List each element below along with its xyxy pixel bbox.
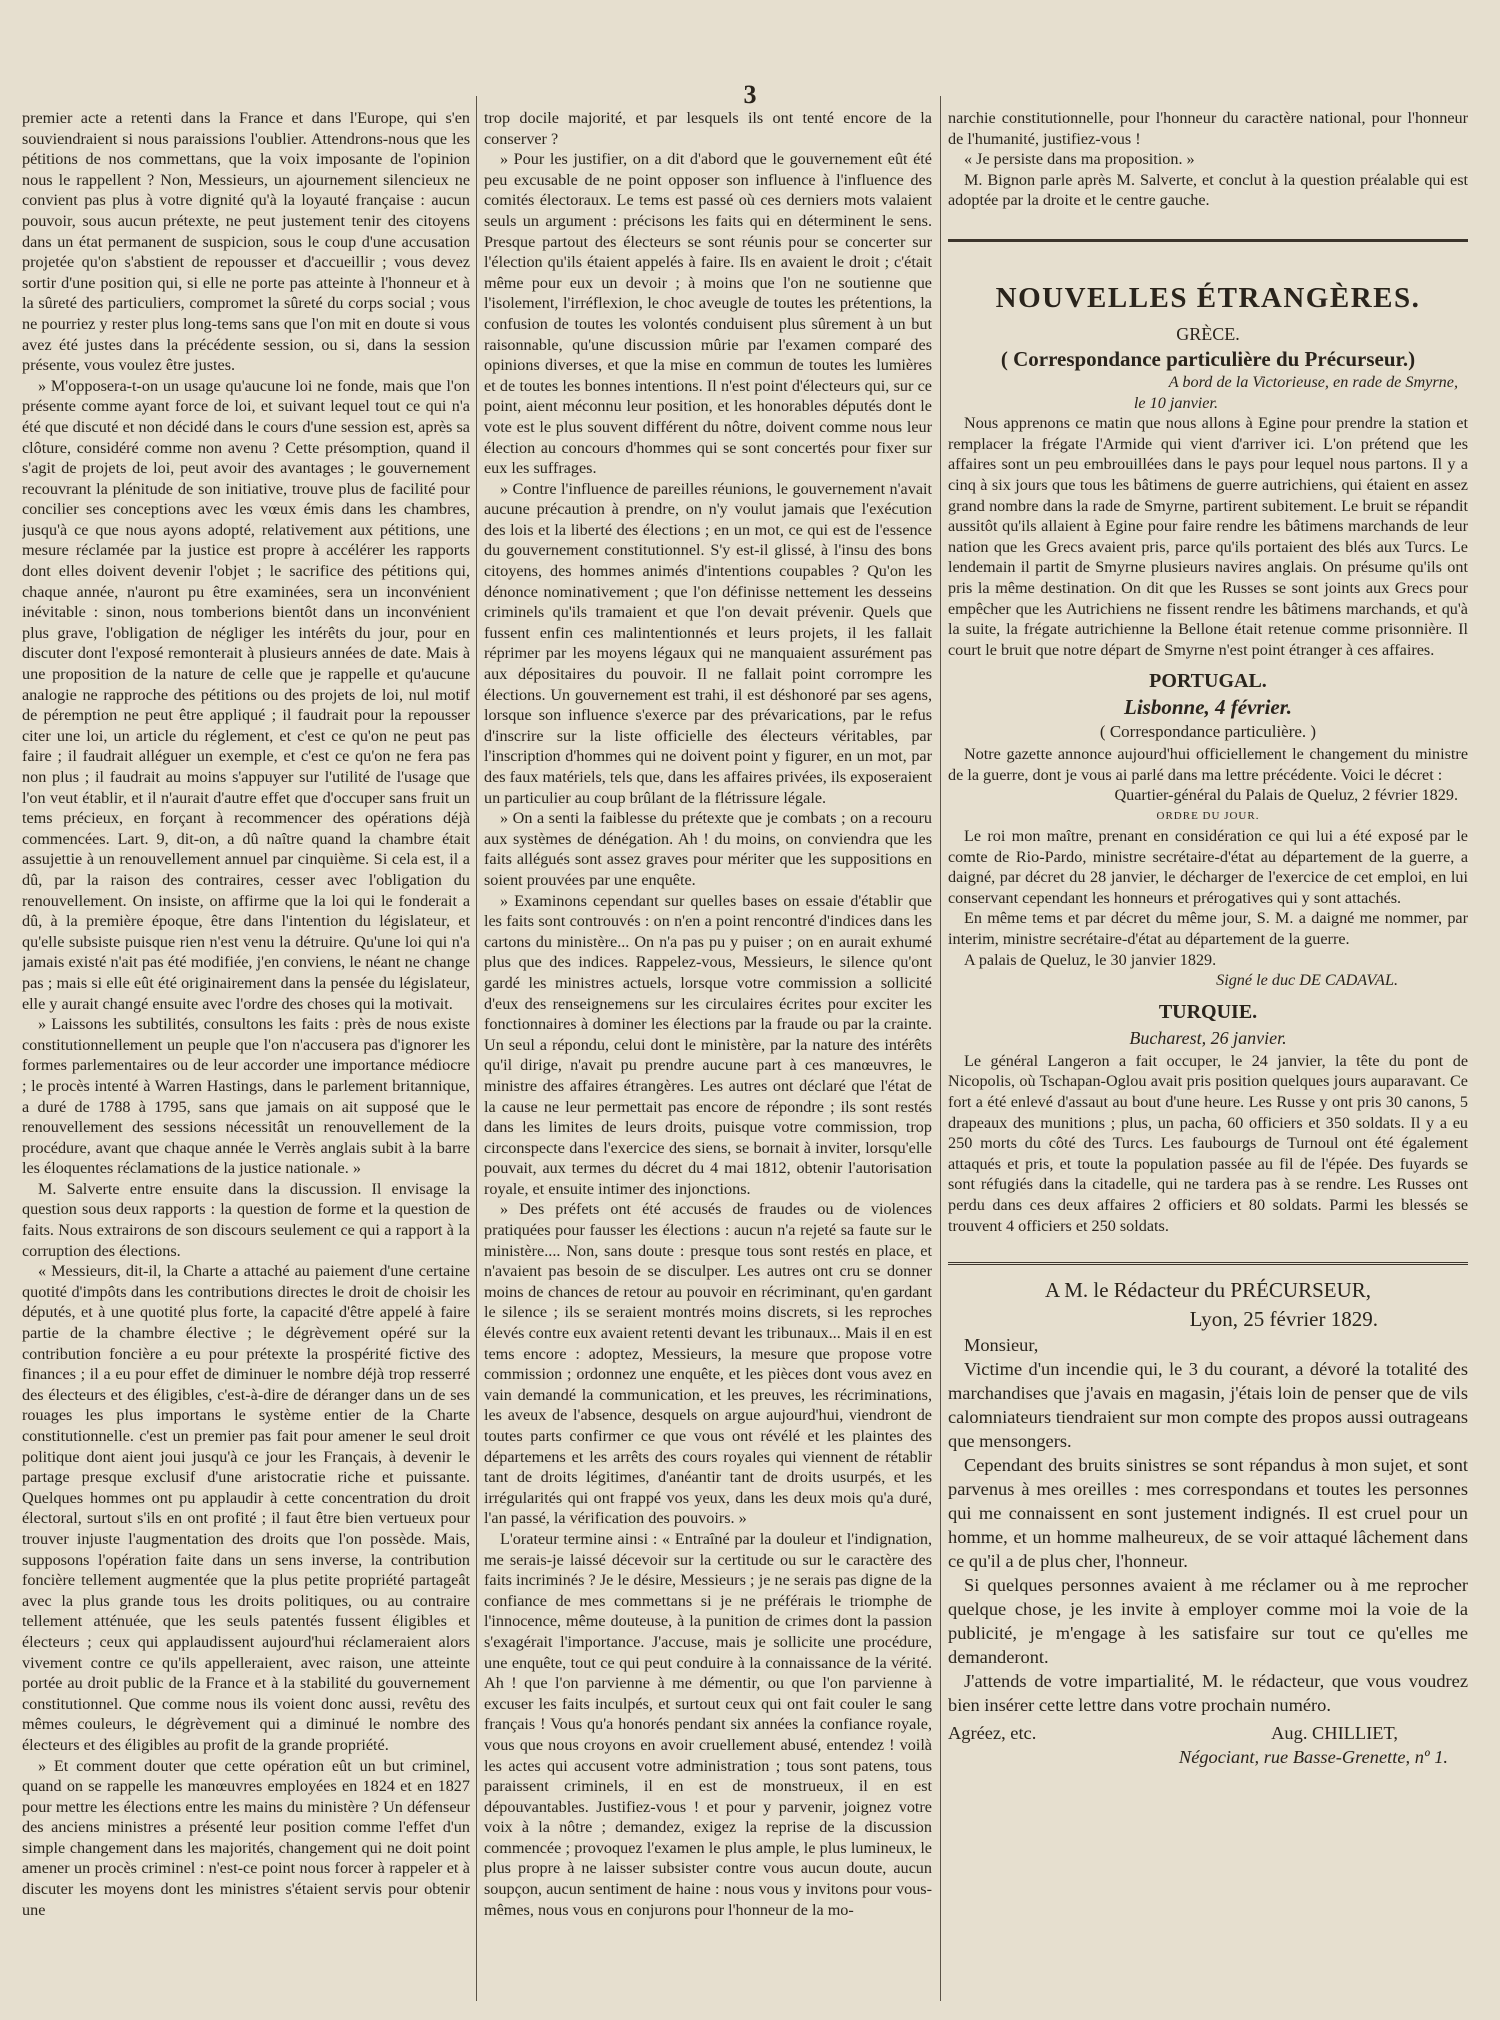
letter-paragraph: Cependant des bruits sinistres se sont répandus à mon sujet, et sont parvenus à mes oreilles : mes correspondans et toutes les personnes qui me connaissent en sont justement indignés. Il est cruel pour un homme, et un homme malheureux, de se voir attaqué lâchement dans ce qu'il a de plus cher, l'honneur. <box>948 1455 1468 1572</box>
section-divider <box>948 239 1468 242</box>
letter-title: A M. le Rédacteur du PRÉCURSEUR, <box>1044 1278 1372 1303</box>
paragraph: » Laissons les subtilités, consultons les faits : près de nous existe constitutionnellement un peuple que l'on n'accusera pas d'ignorer les formes parlementaires ou de leur accorder une importance médiocre ; le procès intenté à Warren Hastings, dans le parlement britannique, a duré de 1788 à 1795, sans que jamais on ait supposé que le renouvellement des sessions nécessitât un renouvellement de la procédure, avant que chaque année le Verrès anglais subit à la barre les éloquentes réclamations de la justice nationale. » <box>22 1015 470 1178</box>
column-rule <box>476 96 477 2001</box>
paragraph: » On a senti la faiblesse du prétexte que je combats ; on a recouru aux systèmes de dénégation. Ah ! du moins, on conviendra que les faits allégués sont assez graves pour mériter que les suppositions en soient prouvées par une enquête. <box>484 809 932 889</box>
section-title: NOUVELLES ÉTRANGÈRES. <box>995 281 1421 314</box>
letter-paragraph: Victime d'un incendie qui, le 3 du courant, a dévoré la totalité des marchandises que j'avais en magasin, j'étais loin de penser que de vils calomniateurs tiendraient sur mon compte des propos aussi outrageans que mensongers. <box>948 1359 1468 1452</box>
paragraph: M. Bignon parle après M. Salverte, et conclut à la question préalable qui est adoptée par la droite et le centre gauche. <box>948 170 1468 210</box>
paragraph: trop docile majorité, et par lesquels ils ont tenté encore de la conserver ? <box>484 109 932 148</box>
column-1 <box>22 108 470 2008</box>
country-heading-grece: GRÈCE. <box>1176 323 1240 344</box>
paragraph: L'orateur termine ainsi : « Entraîné par la douleur et l'indignation, me serais-je laissé décevoir sur la certitude ou sur le caractère des faits incriminés ? Je le désire, Messieurs ; je ne serais pas digne de la confiance de mes commettans si je ne préférais le triomphe de l'innocence, même douteuse, à la punition de crimes dont la passion s'exagérait l'importance. J'accuse, mais je sollicite une procédure, une enquête, tout ce qui peut conduire à la connaissance de la vérité. Ah ! que l'on parvienne à me démentir, ou que l'on parvienne à excuser les faits inculpés, et surtout ceux qui ont fait couler le sang français ! Vous qu'a honorés pendant six années la confiance royale, vous que nous croyons en avoir cruellement abusé, entendez ! voilà les actes qui accusent votre administration ; tous sont patens, tous paraissent criminels, il en est de monstrueux, il en est dépouvantables. Justifiez-vous ! et pour y parvenir, joignez votre voix à la nôtre ; demandez, exigez la reprise de la discussion commencée ; provoquez l'examen le plus ample, le plus lumineux, le plus propre à ne laisser subsister contre vous aucun doute, aucun soupçon, aucun sentiment de haine : nous vous y invitons pour vous-mêmes, nous vous en conjurons pour l'honneur de la mo- <box>484 1529 932 1919</box>
signature: Signé le duc DE CADAVAL. <box>1216 971 1398 990</box>
paragraph: » Et comment douter que cette opération eût un but criminel, quand on se rappelle les manœuvres employées en 1824 et en 1827 pour mettre les élections entre les mains du ministère ? Un défenseur des anciens ministres a présenté leur position comme l'effet d'un simple changement dans les majorités, changement qui ne doit point amener un procès criminel : n'est-ce point nous forcer à rappeler et à discuter les moyens dont les ministres s'étaient servis pour obtenir une <box>22 1756 470 1919</box>
article-text: Notre gazette annonce aujourd'hui officiellement le changement du ministre de la guerre, dont je vous ai parlé dans ma lettre précédente. Voici le décret : <box>948 745 1468 784</box>
paragraph: « Je persiste dans ma proposition. » <box>964 150 1195 169</box>
decree-location: Quartier-général du Palais de Queluz, 2 février 1829. <box>1114 786 1458 805</box>
paragraph: » Contre l'influence de pareilles réunions, le gouvernement n'avait aucune précaution à prendre, on n'y voulut jamais que l'exécution des lois et la liberté des élections ; en un mot, ce qui est de l'essence du gouvernement constitutionnel. S'y est-il glissé, à l'insu des bons citoyens, des hommes animés d'intentions coupables ? Qu'on les dénonce nominativement ; que l'on définisse nettement les desseins criminels qu'ils tramaient et que l'on devait prévenir. Quels que fussent enfin ces malintentionnés et leurs projets, il les fallait réprimer par les moyens légaux qui ne manquaient assurément pas aux dépositaires du pouvoir. Il ne fallait point corrompre les élections. Un gouvernement est trahi, il est déshonoré par ses agens, lorsque son influence s'exerce par des prévarications, par le refus d'inscrire sur la liste officielle des électeurs véritables, par l'inscription d'hommes qui ne doivent point y figurer, en un mot, par des faux matériels, tels que, dans les affaires privées, ils exposeraient un particulier au coup brûlant de la flétrissure légale. <box>484 479 932 807</box>
article-text: Le roi mon maître, prenant en considération ce qui lui a été exposé par le comte de Rio-Pardo, ministre secrétaire-d'état au département de la guerre, a daigné, par décret du 28 janvier, le décharger de l'exercice de cet emploi, en lui conservant cependant les honneurs et prérogatives qui y sont attachés. <box>948 827 1468 907</box>
article-text: Le général Langeron a fait occuper, le 24 janvier, la tête du pont de Nicopolis, où Tschapan-Oglou avait pris position quelques jours auparavant. Ce fort a été enlevé d'assaut au bout d'une heure. Les Russe y ont pris 30 canons, 5 drapeaux des munitions ; plus, un pacha, 60 officiers et 350 soldats. Il y a eu 250 morts du côté des Turcs. Les faubourgs de Turnoul ont été également attaqués et pris, et toute la population passée au fil de l'épée. Des fuyards se sont réfugiés dans la citadelle, qui ne tardera pas à se rendre. Les Russes ont perdu dans ces deux affaires 2 officiers et 80 soldats. Parmi les blessés se trouvent 4 officiers et 250 soldats. <box>948 1051 1468 1235</box>
page-number: 3 <box>743 80 757 109</box>
letter-signature: Aug. CHILLIET, <box>1271 1723 1398 1744</box>
letter-paragraph: J'attends de votre impartialité, M. le rédacteur, que vous voudrez bien insérer cette lettre dans votre prochain numéro. <box>948 1671 1468 1716</box>
dateline: le 10 janvier. <box>1133 393 1218 412</box>
letter-paragraph: Si quelques personnes avaient à me réclamer ou à me reprocher quelque chose, je les invite à employer comme moi la voie de la publicité, je m'engage à les satisfaire sur tout ce qu'elles me demanderont. <box>948 1575 1468 1668</box>
paragraph: » Examinons cependant sur quelles bases on essaie d'établir que les faits sont controuvés : on n'en a point rencontré d'indices dans les cartons du ministère... On n'a pas pu y puiser ; on en aurait exhumé plus que des indices. Rappelez-vous, Messieurs, le silence qu'ont gardé les ministres actuels, lorsque votre commission a sollicité d'eux des renseignemens sur les circulaires écrites pour exciter les fonctionnaires à dominer les élections par la fraude ou par la crainte. Un seul a répondu, celui dont le ministère, par la nature des intérêts qu'il dirige, n'avait pu prendre aucune part à ces manœuvres, le ministre des affaires étrangères. Les autres ont déclaré que l'état de la cause ne leur permettait pas encore de répondre ; ils sont restés dans les limites de leurs droits, puisque votre commission, trop circonspecte dans l'exercice des siens, se bornait à inviter, lorsqu'elle pouvait, aux termes du décret du 4 mai 1812, obtenir l'autorisation royale, et ensuite intimer des injonctions. <box>484 891 932 1198</box>
paragraph: « Messieurs, dit-il, la Charte a attaché au paiement d'une certaine quotité d'impôts dans les contributions directes le droit de choisir les députés, et à une quotité plus forte, la capacité d'être appelé à faire partie de la chambre élective ; le dégrèvement opéré sur la contribution foncière a eu pour prétexte la prospérité fictive des finances ; il a eu pour effet de diminuer le nombre déjà trop resserré des électeurs et des éligibles, c'est-à-dire de déranger dans un de ses rouages les plus importans le système entier de la Charte constitutionnelle. c'est un premier pas fait pour amener le seul droit politique dont aient joui jusqu'à ce jour les Français, à devenir le partage presque exclusif d'une aristocratie riche et puissante. Quelques hommes ont pu applaudir à cette concentration du droit électoral, surtout s'ils en ont profité ; il faut être bien vertueux pour trouver injuste l'augmentation des droits que l'on possède. Mais, supposons l'opération faite dans un sens inverse, la contribution foncière tellement augmentée que la plus petite propriété partageât avec la plus grande tous les droits politiques, ou au contraire tellement atténuée, que les seuls patentés fussent éligibles et électeurs ; ceux qui applaudissent aujourd'hui réclameraient alors vivement contre ce qu'ils appelleraient, avec raison, une atteinte portée au droit public de la France et à la stabilité du gouvernement constitutionnel. Que comme nous ils voient donc aussi, revêtu des mêmes couleurs, le dégrèvement qui a diminué le nombre des électeurs et des éligibles au profit de la grande propriété. <box>22 1262 470 1754</box>
letter-address: Négociant, rue Basse-Grenette, nº 1. <box>1178 1747 1448 1768</box>
letter-closing: Agréez, etc. <box>948 1723 1037 1744</box>
country-heading-turquie: TURQUIE. <box>1158 1000 1258 1023</box>
salutation: Monsieur, <box>964 1335 1039 1356</box>
correspondence-subtitle: ( Correspondance particulière du Précurseur.) <box>1000 346 1416 371</box>
paragraph: » Pour les justifier, on a dit d'abord que le gouvernement eût été peu excusable de ne point opposer son influence à l'influence des comités électoraux. Le tems est passé où ces derniers mots valaient seuls un argument : précisons les faits qui en déterminent le sens. Presque partout des électeurs se sont réunis pour se concerter sur l'élection qu'ils étaient appelés à faire. Ils en avaient le droit ; c'était même pour eux un devoir ; à moins que l'on ne soutienne que l'isolement, l'irréflexion, le choc aveugle de toutes les prétentions, la confusion de toutes les volontés conduisent plus sûrement à un but raisonnable, qu'une discussion mûrie par l'examen comparé des opinions diverses, et que la mise en commun de toutes les lumières et de toutes les bonnes intentions. Il n'est point d'électeurs qui, sur ce point, aient méconnu leur position, et les honorables députés dont le vote est le plus souvent différent du nôtre, doivent comme nous leur élection au concours d'hommes qui se sont concertés pour fixer sur eux les suffrages. <box>484 150 932 478</box>
article-text: Nous apprenons ce matin que nous allons à Egine pour prendre la station et remplacer la frégate l'Armide qui vient d'arriver ici. L'on prétend que les affaires sont un peu embrouillées dans le pays pour lequel nous partons. Il y a cinq à six jours que tous les bâtimens de guerre autrichiens, qui étaient en assez grand nombre dans la rade de Smyrne, partirent subitement. Le bruit se répandit aussitôt qu'ils allaient à Egine pour faire rendre les bâtimens marchands de leur nation que les Grecs avaient pris, parce qu'ils portaient des blés aux Turcs. Le lendemain il partit de Smyrne plusieurs navires anglais. On présume qu'ils ont pris la même destination. On dit que les Russes se sont joints aux Grecs pour empêcher que les Autrichiens ne fissent rendre les bâtimens marchands, et qu'à la suite, la frégate autrichienne la Bellone était retenue comme prisonnière. Il court le bruit que notre départ de Smyrne n'est point étranger à ces affaires. <box>948 414 1468 659</box>
column-2 <box>484 108 932 2008</box>
paragraph: M. Salverte entre ensuite dans la discussion. Il envisage la question sous deux rapports : la question de forme et la question de faits. Nous extrairons de son discours seulement ce qui a rapport à la corruption des élections. <box>22 1179 470 1260</box>
country-heading-portugal: PORTUGAL. <box>1149 670 1267 693</box>
column-rule <box>940 96 941 2001</box>
paragraph: narchie constitutionnelle, pour l'honneur du caractère national, pour l'honneur de l'humanité, justifiez-vous ! <box>948 109 1468 148</box>
article-text: En même tems et par décret du même jour, S. M. a daigné me nommer, par interim, ministre secrétaire-d'état au département de la guerre. <box>948 909 1468 949</box>
ordre-du-jour: ORDRE DU JOUR. <box>1156 810 1260 823</box>
paragraph: » M'opposera-t-on un usage qu'aucune loi ne fonde, mais que l'on présente comme ayant force de loi, et suivant lequel tout ce qui n'a été que discuté et non décidé dans le cours d'une session est, après sa clôture, considéré comme non avenu ? Cette présomption, quand il s'agit de projets de loi, peut avoir des avantages ; le gouvernement recouvrant la plénitude de son initiative, trouve plus de facilité pour concilier ses conceptions avec les vœux émis dans les chambres, jusqu'à ce que nous ayons adopté, relativement aux pétitions, une mesure réclamée par la justice est propre à accélérer les rapports dont elles doivent devenir l'objet ; le sacrifice des pétitions qui, chaque année, n'auront pu être examinées, sera un inconvénient inévitable : sinon, nous tomberions bientôt dans un inconvénient plus grave, l'obligation de négliger les intérêts du jour, pour en discuter dont l'exposé remonterait à plusieurs années de date. Mais à une proposition de la nature de celle que je rappelle et qu'aucune analogie ne rapproche des pétitions ou des projets de loi, nul motif de péremption ne peut être appliqué ; il faudrait pour la repousser citer une loi, un article du réglement, et c'est ce qu'on ne peut pas faire ; il faudrait alléguer un exemple, et c'est ce qu'on ne fera pas non plus ; il faudrait au moins s'appuyer sur l'utilité de l'usage que l'on veut établir, et il n'aurait d'autre effet que d'occuper sans fruit un tems précieux, en forçant à recommencer des opérations déjà commencées. Lart. 9, dit-on, a dû naître quand la chambre était assujettie à un renouvellement annuel par cinquième. Si cela est, il a dû, par la raison des contraires, cesser avec l'obligation du renouvellement. On insiste, on affirme que la loi qui le fonderait a dû, à la première époque, être dans l'intention du législateur, et qu'elle subsiste puisque rien n'est venu la détruire. Qu'une loi qui n'a jamais existé n'ait pas été modifiée, j'en conviens, le néant ne change pas ; mais si elle eût été originairement dans la pensée du législateur, elle y aurait changé ensuite avec l'ordre des choses qui la motivait. <box>22 376 470 1013</box>
column-3 <box>948 108 1468 2008</box>
paragraph: » Des préfets ont été accusés de fraudes ou de violences pratiquées pour fausser les élections : aucun n'a rejeté sa faute sur le ministère.... Non, sans doute : presque tous sont restés en place, et n'avaient pas besoin de se disculper. Les autres ont cru se donner moins de chances de retour au pouvoir en récriminant, qu'en gardant le silence ; ils se seraient montrés moins discrets, si les reproches élevés contre eux avaient retenti devant les tribunaux... Mais il en est tems encore : adoptez, Messieurs, la mesure que propose votre commission ; ordonnez une enquête, et les pièces dont vous avez en vain demandé la communication, et les preuves, les récriminations, les aveux de l'absence, desquels on argue aujourd'hui, viendront de toutes parts confirmer ce que vous ont révélé et les plaintes des départemens et les arrêts des cours royales qui viennent de rétablir tant de droits légitimes, d'anéantir tant de droits usurpés, et les irrégularités qui ont frappé vos yeux, dans les deux mois qu'a duré, l'an passé, la vérification des pouvoirs. » <box>484 1200 932 1528</box>
article-text: A palais de Queluz, le 30 janvier 1829. <box>964 950 1217 969</box>
paragraph: premier acte a retenti dans la France et dans l'Europe, qui s'en souviendraient si nous paraissions l'oublier. Attendrons-nous que les pétitions de nos commettans, que la voix imposante de l'opinion nous le rappellent ? Non, Messieurs, un ajournement silencieux ne convient pas plus à votre dignité qu'à la loyauté française : aucun pouvoir, sous aucun prétexte, ne peut justement tenir des citoyens dans un état permanent de suspicion, sous le coup d'une accusation projetée qu'on s'abstient de repousser et d'accueillir ; vous devez sortir d'une position qui, si elle ne porte pas atteinte à l'honneur et à la sûreté des particuliers, compromet la sûreté du corps social ; vous ne pourriez y rester plus long-tems sans que l'on mit en doute si vous avez été justes dans la précédente session, ou si, dans la session présente, vous voulez être justes. <box>22 109 470 375</box>
dateline: A bord de la Victorieuse, en rade de Smyrne, <box>1168 372 1458 391</box>
dateline: Bucharest, 26 janvier. <box>1129 1027 1287 1048</box>
letter-divider <box>948 1262 1468 1265</box>
dateline: Lisbonne, 4 février. <box>1124 695 1292 720</box>
letter-dateline: Lyon, 25 février 1829. <box>1189 1307 1378 1332</box>
correspondence-subtitle: ( Correspondance particulière. ) <box>1099 722 1317 742</box>
